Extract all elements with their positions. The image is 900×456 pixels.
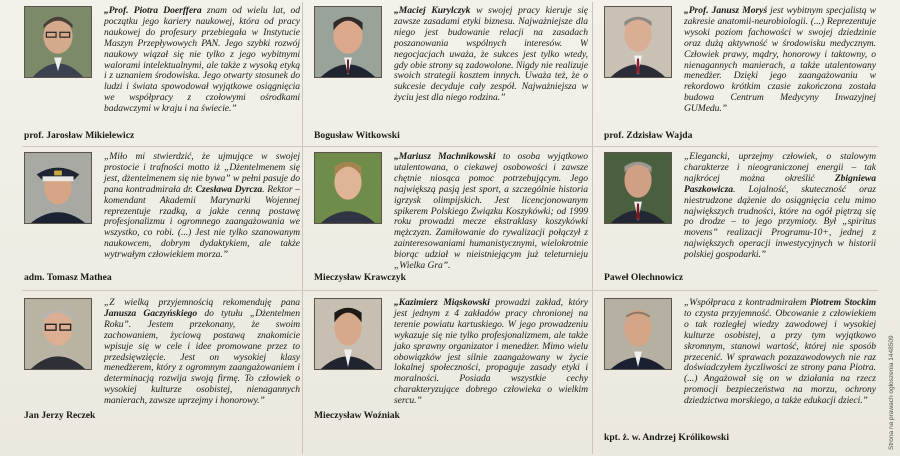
testimonial-text: [104, 298, 300, 407]
portrait-grey-man-icon: [604, 152, 672, 224]
portrait-naval-officer-icon: [24, 152, 92, 224]
testimonial-card: [604, 6, 876, 144]
portrait-man-tie-icon: [604, 6, 672, 78]
signature: Bogusław Witkowski: [314, 130, 400, 141]
nominee-name: Zbigniewa Paszkowicza: [684, 172, 876, 195]
signature: kpt. ż. w. Andrzej Królikowski: [604, 432, 729, 443]
testimonial-body: w swojej pracy kieruje się zawsze zasadami etyki biznesu. Najważniejsze dla niego jest budowanie relacji na zasadach poszanowania wspólnych interesów. W negocjacjach uważa, że sukces jest tylko wtedy, gdy obie strony są zadowolone. Nigdy nie realizuje swoich strategii kosztem innych. Uważa też, że o sukcesie decyduje cały zespół. Najważniejsza w życiu jest dla niego rodzina.”: [394, 6, 588, 104]
signature: prof. Zdzisław Wajda: [604, 130, 693, 141]
testimonial-grid: [14, 0, 886, 456]
testimonial-text: [684, 6, 876, 115]
signature: Mieczysław Krawczyk: [314, 272, 406, 283]
testimonial-body: to osoba wyjątkowo utalentowana, o ciekawej osobowości i zawsze chętnie niosąca pomoc potrzebującym. Jego największą pasją jest sport, a szczególnie historia igrzysk olimpijskich. Jest licencjonowanym spikerem Polskiego Związku Koszykówki; od 1999 roku prowadzi mecze ekstraklasy koszykówki mężczyzn. Zamiłowanie do rywalizacji połączył z zainteresowaniami humanistycznymi, wielokrotnie biorąc udział w nieistniejącym już teleturnieju „Wielka Gra”.: [394, 152, 588, 272]
testimonial-lead: „Z wielką przyjemnością rekomenduję pana: [104, 298, 300, 308]
nominee-name: „Mariusz Machnikowski: [394, 152, 496, 162]
ad-side-note: Strona na prawach ogłoszenia 1448509: [888, 335, 895, 450]
portrait-young-man-icon: [314, 152, 382, 224]
column-divider: [592, 2, 593, 454]
testimonial-card: [24, 298, 300, 448]
signature: Mieczysław Woźniak: [314, 410, 400, 421]
portrait-older-man-icon: [24, 6, 92, 78]
portrait-bald-man-icon: [604, 298, 672, 370]
testimonial-lead: „Elegancki, uprzejmy człowiek, o stalowym charakterze i nieograniczonej energii – tak najkrócej można określić: [684, 152, 876, 184]
portrait-man-glasses-icon: [24, 298, 92, 370]
column-divider: [302, 2, 303, 454]
signature: Jan Jerzy Reczek: [24, 410, 96, 421]
row-divider: [22, 290, 878, 291]
signature: prof. Jarosław Mikielewicz: [24, 130, 135, 141]
nominee-name: „Prof. Janusz Moryś: [684, 6, 768, 16]
testimonial-body: prowadzi zakład, który jest jednym z 4 zakładów pracy chronionej na terenie powiatu kartuskiego. W jego prowadzeniu wykazuje się nie tylko profesjonalizmem, ale także jako sprawny organizator i menedżer. Mimo wielu obowiązków jest silnie zaangażowany w życie lokalnej społeczności, propaguje zasady etyki i moralności. Posiada wszystkie cechy charakteryzujące dobrego człowieka o wielkim sercu.”: [394, 298, 588, 407]
signature: adm. Tomasz Mathea: [24, 272, 112, 283]
nominee-name: „Prof. Piotra Doerffera: [104, 6, 202, 16]
testimonial-body: do tytułu „Dżentelmen Roku”. Jestem przekonany, że swoim zachowaniem, życiową postawą znakomicie wpisuje się w cele i idee promowane przez to przedsięwzięcie. Jest on wysokiej klasy menedżerem, który z ogromnym zaangażowaniem i determinacją rozwija swoją firmę. To człowiek o wysokiej kulturze osobistej, nienagannych manierach, zawsze uprzejmy i honorowy.”: [104, 307, 300, 407]
testimonial-card: [314, 6, 588, 144]
testimonial-text: [394, 6, 588, 104]
testimonial-text: [394, 298, 588, 407]
nominee-name: Czesława Dyrcza: [195, 183, 263, 195]
testimonial-body: . Rektor – komendant Akademii Marynarki Wojennej reprezentuje rzadką, a jakże cenną postawę profesjonalizmu i ogromnego zaangażowania we wszystko, co robi. (...) Jest nie tylko szanowanym naukowcem, dobrym dydaktykiem, ale także wytrwałym człowiekiem morza.”: [104, 183, 300, 261]
portrait-man-suit-icon: [314, 6, 382, 78]
signature: Paweł Olechnowicz: [604, 272, 684, 283]
testimonial-card: [314, 152, 588, 286]
testimonial-body: znam od wielu lat, od początku jego kariery naukowej, która od pracy naukowej do profesury przebiegała w Instytucie Maszyn Przepływowych PAN. Jego szybki rozwój naukowy wiązał się nie tylko z jego wybitnymi walorami intelektualnymi, ale także z wysoką etyką i z uznaniem środowiska. Jego otwarty stosunek do ludzi i świata spowodował wyjątkowe osiągnięcia we współpracy z czołowymi ośrodkami badawczymi w kraju i na świecie.”: [104, 6, 300, 115]
testimonial-body: jest wybitnym specjalistą w zakresie anatomii-neurobiologii. (...) Reprezentuje wysoki poziom fachowości w swojej dziedzinie oraz dużą aktywność w środowisku medycznym. Człowiek prawy, mądry, honorowy i taktowny, o nienagannych manierach, a także utalentowany menedżer. Dzięki jego zaangażowaniu w rekordowo krótkim czasie zakończona została budowa Centrum Medycyny Inwazyjnej GUMedu.”: [684, 6, 876, 115]
testimonial-card: [24, 6, 300, 144]
testimonial-text: [104, 152, 300, 261]
nominee-name: Janusza Gaczyńskiego: [104, 307, 198, 319]
testimonial-card: [314, 298, 588, 448]
testimonial-text: [684, 152, 876, 261]
testimonial-text: [104, 6, 300, 115]
testimonial-text: [684, 298, 876, 407]
testimonial-card: [604, 298, 876, 448]
nominee-name: „Maciej Kurylczyk: [394, 6, 471, 16]
testimonial-lead: „Współpraca z kontradmirałem: [684, 298, 810, 308]
nominee-name: Piotrem Stockim: [809, 298, 876, 308]
testimonial-card: [604, 152, 876, 286]
nominee-name: „Kazimierz Miąskowski: [394, 298, 490, 308]
row-divider: [22, 146, 878, 147]
testimonial-body: . Lojalność, skuteczność oraz niestrudzone dążenie do osiągnięcia celu mimo największych trudności, które na ogół piętrzą się po drodze – to jego przymioty. Był „spiritus movens” realizacji Programu-10+, jednej z największych operacji inwestycyjnych w historii polskiej gospodarki.”: [684, 183, 876, 261]
testimonial-lead: „Miło mi stwierdzić, że ujmujące w swojej prostocie i trafności motto iż „Dżentelmenem się jest, dżentelmenem się nie bywa” w pełni pasuje do pana kontradmirała dr.: [104, 152, 300, 195]
testimonial-card: [24, 152, 300, 286]
testimonial-body: to czysta przyjemność. Obcowanie z człowiekiem o tak rozległej wiedzy zawodowej i wysokiej kulturze osobistej, a przy tym wyjątkowo skromnym, stanowi wartość, której nie sposób przecenić. W sprawach pozazawodowych nie raz doświadczyłem życzliwości ze strony pana Piotra. (...) Angażował się on w działania na rzecz promocji bezpieczeństwa na morzu, ochrony dziedzictwa morskiego, a także edukacji dzieci.”: [684, 307, 876, 407]
portrait-dark-hair-man-icon: [314, 298, 382, 370]
testimonial-text: [394, 152, 588, 272]
